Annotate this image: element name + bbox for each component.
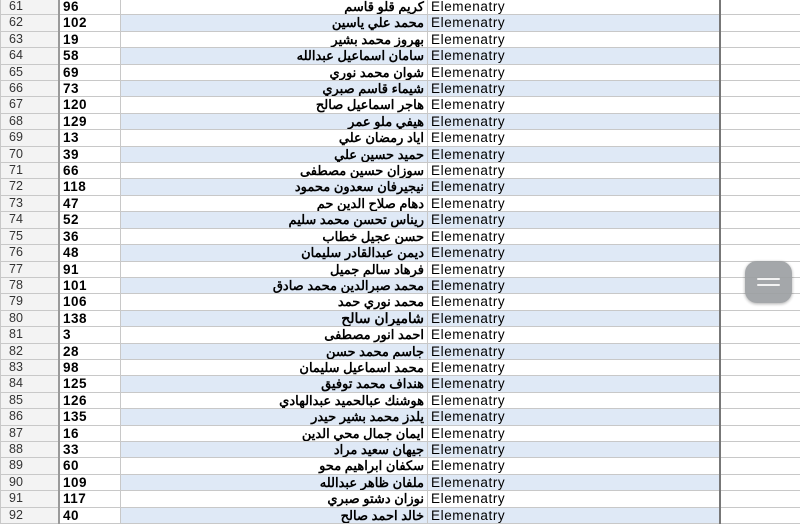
- row-number[interactable]: 78: [1, 277, 60, 293]
- row-number[interactable]: 64: [1, 48, 60, 64]
- cell-level[interactable]: Elemenatry: [428, 376, 721, 392]
- row-number[interactable]: 89: [1, 458, 60, 474]
- cell-name[interactable]: هاجر اسماعيل صالح: [121, 97, 428, 113]
- table-row: [1, 409, 800, 425]
- row-number[interactable]: 70: [1, 146, 60, 162]
- cell-name[interactable]: هيفي ملو عمر: [121, 113, 428, 129]
- cell-number[interactable]: 118: [59, 179, 121, 195]
- cell-number[interactable]: 106: [59, 294, 121, 310]
- table-row: [1, 228, 800, 244]
- cell-level[interactable]: Elemenatry: [428, 163, 721, 179]
- row-number[interactable]: 72: [1, 179, 60, 195]
- cell-name[interactable]: سامان اسماعيل عبدالله: [121, 48, 428, 64]
- cell-name[interactable]: ملفان ظاهر عبدالله: [121, 474, 428, 490]
- cell-number[interactable]: 3: [59, 327, 121, 343]
- cell-name[interactable]: كريم قلو قاسم: [121, 0, 428, 15]
- cell-empty[interactable]: [720, 327, 800, 343]
- cell-level[interactable]: Elemenatry: [428, 458, 721, 474]
- cell-level[interactable]: Elemenatry: [428, 392, 721, 408]
- cell-level[interactable]: Elemenatry: [428, 0, 721, 15]
- row-number[interactable]: 80: [1, 310, 60, 326]
- cell-empty[interactable]: [720, 392, 800, 408]
- row-number[interactable]: 74: [1, 212, 60, 228]
- row-number[interactable]: 83: [1, 359, 60, 375]
- row-number[interactable]: 71: [1, 163, 60, 179]
- cell-level[interactable]: Elemenatry: [428, 81, 721, 97]
- cell-level[interactable]: Elemenatry: [428, 31, 721, 47]
- table-row: [1, 327, 800, 343]
- row-number[interactable]: 79: [1, 294, 60, 310]
- table-row: [1, 97, 800, 113]
- table-row: [1, 359, 800, 375]
- row-number[interactable]: 88: [1, 441, 60, 457]
- cell-level[interactable]: Elemenatry: [428, 64, 721, 80]
- row-number[interactable]: 84: [1, 376, 60, 392]
- cell-empty[interactable]: [720, 15, 800, 31]
- cell-empty[interactable]: [720, 228, 800, 244]
- row-number[interactable]: 81: [1, 327, 60, 343]
- table-row: [1, 458, 800, 474]
- spreadsheet-body: [1, 0, 800, 524]
- cell-name[interactable]: يلدز محمد بشير حيدر: [121, 409, 428, 425]
- cell-empty[interactable]: [720, 97, 800, 113]
- row-number[interactable]: 76: [1, 245, 60, 261]
- cell-name[interactable]: شاميران سالح: [121, 310, 428, 326]
- cell-empty[interactable]: [720, 425, 800, 441]
- cell-name[interactable]: شوان محمد نوري: [121, 64, 428, 80]
- cell-name[interactable]: هنداف محمد توفيق: [121, 376, 428, 392]
- row-number[interactable]: 62: [1, 15, 60, 31]
- cell-number[interactable]: 69: [59, 64, 121, 80]
- cell-level[interactable]: Elemenatry: [428, 327, 721, 343]
- cell-number[interactable]: 126: [59, 392, 121, 408]
- table-row: [1, 294, 800, 310]
- cell-empty[interactable]: [720, 130, 800, 146]
- table-row: [1, 212, 800, 228]
- table-row: [1, 0, 800, 15]
- cell-number[interactable]: 19: [59, 31, 121, 47]
- drag-handle-icon: [757, 278, 780, 280]
- cell-name[interactable]: سكفان ابراهيم محو: [121, 458, 428, 474]
- drag-handle-icon: [757, 284, 780, 286]
- row-number[interactable]: 67: [1, 97, 60, 113]
- table-row: [1, 343, 800, 359]
- table-row: [1, 441, 800, 457]
- cell-level[interactable]: Elemenatry: [428, 359, 721, 375]
- cell-number[interactable]: 52: [59, 212, 121, 228]
- cell-level[interactable]: Elemenatry: [428, 261, 721, 277]
- cell-name[interactable]: ايمان جمال محي الدين: [121, 425, 428, 441]
- cell-level[interactable]: Elemenatry: [428, 277, 721, 293]
- cell-level[interactable]: Elemenatry: [428, 97, 721, 113]
- cell-name[interactable]: حسن عجيل خطاب: [121, 228, 428, 244]
- cell-empty[interactable]: [720, 376, 800, 392]
- cell-level[interactable]: Elemenatry: [428, 179, 721, 195]
- cell-name[interactable]: جاسم محمد حسن: [121, 343, 428, 359]
- cell-number[interactable]: 135: [59, 409, 121, 425]
- cell-name[interactable]: سوزان حسين مصطفى: [121, 163, 428, 179]
- row-number[interactable]: 75: [1, 228, 60, 244]
- table-row: [1, 195, 800, 211]
- cell-empty[interactable]: [720, 310, 800, 326]
- cell-empty[interactable]: [720, 491, 800, 507]
- row-number[interactable]: 91: [1, 491, 60, 507]
- cell-number[interactable]: 48: [59, 245, 121, 261]
- row-number[interactable]: 65: [1, 64, 60, 80]
- cell-level[interactable]: Elemenatry: [428, 195, 721, 211]
- cell-name[interactable]: محمد علي ياسين: [121, 15, 428, 31]
- row-number[interactable]: 66: [1, 81, 60, 97]
- scroll-handle[interactable]: [745, 261, 792, 303]
- cell-empty[interactable]: [720, 179, 800, 195]
- cell-level[interactable]: Elemenatry: [428, 425, 721, 441]
- cell-empty[interactable]: [720, 146, 800, 162]
- table-row: [1, 277, 800, 293]
- cell-level[interactable]: Elemenatry: [428, 113, 721, 129]
- cell-name[interactable]: نيجيرفان سعدون محمود: [121, 179, 428, 195]
- row-number[interactable]: 61: [1, 0, 60, 15]
- cell-level[interactable]: Elemenatry: [428, 441, 721, 457]
- cell-name[interactable]: جيهان سعيد مراد: [121, 441, 428, 457]
- row-number[interactable]: 69: [1, 130, 60, 146]
- cell-number[interactable]: 129: [59, 113, 121, 129]
- cell-number[interactable]: 98: [59, 359, 121, 375]
- cell-name[interactable]: حميد حسين علي: [121, 146, 428, 162]
- row-number[interactable]: 85: [1, 392, 60, 408]
- table-row: [1, 310, 800, 326]
- cell-name[interactable]: نوزان دشتو صبري: [121, 491, 428, 507]
- cell-number[interactable]: 109: [59, 474, 121, 490]
- cell-name[interactable]: خالد احمد صالح: [121, 507, 428, 523]
- cell-empty[interactable]: [720, 163, 800, 179]
- cell-name[interactable]: دهام صلاح الدين حم: [121, 195, 428, 211]
- cell-number[interactable]: 33: [59, 441, 121, 457]
- row-number[interactable]: 68: [1, 113, 60, 129]
- cell-number[interactable]: 125: [59, 376, 121, 392]
- table-row: [1, 491, 800, 507]
- cell-number[interactable]: 120: [59, 97, 121, 113]
- cell-empty[interactable]: [720, 48, 800, 64]
- cell-empty[interactable]: [720, 113, 800, 129]
- cell-level[interactable]: Elemenatry: [428, 130, 721, 146]
- cell-number[interactable]: 60: [59, 458, 121, 474]
- row-number[interactable]: 86: [1, 409, 60, 425]
- cell-number[interactable]: 138: [59, 310, 121, 326]
- cell-level[interactable]: Elemenatry: [428, 48, 721, 64]
- cell-level[interactable]: Elemenatry: [428, 15, 721, 31]
- cell-number[interactable]: 58: [59, 48, 121, 64]
- cell-level[interactable]: Elemenatry: [428, 310, 721, 326]
- table-row: [1, 81, 800, 97]
- table-row: [1, 146, 800, 162]
- row-number[interactable]: 63: [1, 31, 60, 47]
- cell-name[interactable]: احمد انور مصطفى: [121, 327, 428, 343]
- cell-number[interactable]: 28: [59, 343, 121, 359]
- cell-number[interactable]: 73: [59, 81, 121, 97]
- cell-level[interactable]: Elemenatry: [428, 343, 721, 359]
- table-row: [1, 474, 800, 490]
- cell-empty[interactable]: [720, 0, 800, 15]
- cell-empty[interactable]: [720, 81, 800, 97]
- cell-name[interactable]: محمد اسماعيل سليمان: [121, 359, 428, 375]
- table-row: [1, 507, 800, 523]
- cell-number[interactable]: 13: [59, 130, 121, 146]
- cell-name[interactable]: ديمن عبدالقادر سليمان: [121, 245, 428, 261]
- table-row: [1, 130, 800, 146]
- cell-level[interactable]: Elemenatry: [428, 146, 721, 162]
- cell-name[interactable]: فرهاد سالم جميل: [121, 261, 428, 277]
- cell-number[interactable]: 66: [59, 163, 121, 179]
- table-row: [1, 425, 800, 441]
- cell-empty[interactable]: [720, 212, 800, 228]
- cell-name[interactable]: اياد رمضان علي: [121, 130, 428, 146]
- cell-number[interactable]: 101: [59, 277, 121, 293]
- cell-level[interactable]: Elemenatry: [428, 507, 721, 523]
- cell-number[interactable]: 40: [59, 507, 121, 523]
- table-row: [1, 113, 800, 129]
- table-row: [1, 31, 800, 47]
- cell-empty[interactable]: [720, 507, 800, 523]
- cell-name[interactable]: شيماء قاسم صبري: [121, 81, 428, 97]
- cell-number[interactable]: 47: [59, 195, 121, 211]
- row-number[interactable]: 87: [1, 425, 60, 441]
- cell-level[interactable]: Elemenatry: [428, 245, 721, 261]
- table-row: [1, 179, 800, 195]
- cell-number[interactable]: 39: [59, 146, 121, 162]
- table-row: [1, 48, 800, 64]
- row-number[interactable]: 77: [1, 261, 60, 277]
- cell-level[interactable]: Elemenatry: [428, 491, 721, 507]
- cell-empty[interactable]: [720, 409, 800, 425]
- cell-number[interactable]: 16: [59, 425, 121, 441]
- cell-empty[interactable]: [720, 359, 800, 375]
- cell-empty[interactable]: [720, 195, 800, 211]
- table-row: [1, 261, 800, 277]
- cell-level[interactable]: Elemenatry: [428, 294, 721, 310]
- cell-name[interactable]: محمد صبرالدين محمد صادق: [121, 277, 428, 293]
- row-number[interactable]: 90: [1, 474, 60, 490]
- cell-level[interactable]: Elemenatry: [428, 212, 721, 228]
- cell-empty[interactable]: [720, 64, 800, 80]
- cell-empty[interactable]: [720, 474, 800, 490]
- table-row: [1, 392, 800, 408]
- cell-empty[interactable]: [720, 245, 800, 261]
- table-row: [1, 64, 800, 80]
- cell-name[interactable]: هوشنك عبالحميد عبدالهادي: [121, 392, 428, 408]
- cell-number[interactable]: 117: [59, 491, 121, 507]
- table-row: [1, 15, 800, 31]
- table-row: [1, 376, 800, 392]
- table-row: [1, 163, 800, 179]
- row-number[interactable]: 73: [1, 195, 60, 211]
- row-number[interactable]: 82: [1, 343, 60, 359]
- cell-empty[interactable]: [720, 343, 800, 359]
- cell-name[interactable]: ريناس تحسن محمد سليم: [121, 212, 428, 228]
- cell-number[interactable]: 102: [59, 15, 121, 31]
- cell-empty[interactable]: [720, 458, 800, 474]
- cell-level[interactable]: Elemenatry: [428, 228, 721, 244]
- cell-number[interactable]: 36: [59, 228, 121, 244]
- cell-level[interactable]: Elemenatry: [428, 409, 721, 425]
- table-row: [1, 245, 800, 261]
- cell-number[interactable]: 91: [59, 261, 121, 277]
- row-number[interactable]: 92: [1, 507, 60, 523]
- cell-level[interactable]: Elemenatry: [428, 474, 721, 490]
- cell-number[interactable]: 96: [59, 0, 121, 15]
- cell-empty[interactable]: [720, 31, 800, 47]
- cell-name[interactable]: بهروز محمد بشير: [121, 31, 428, 47]
- cell-empty[interactable]: [720, 441, 800, 457]
- cell-name[interactable]: محمد نوري حمد: [121, 294, 428, 310]
